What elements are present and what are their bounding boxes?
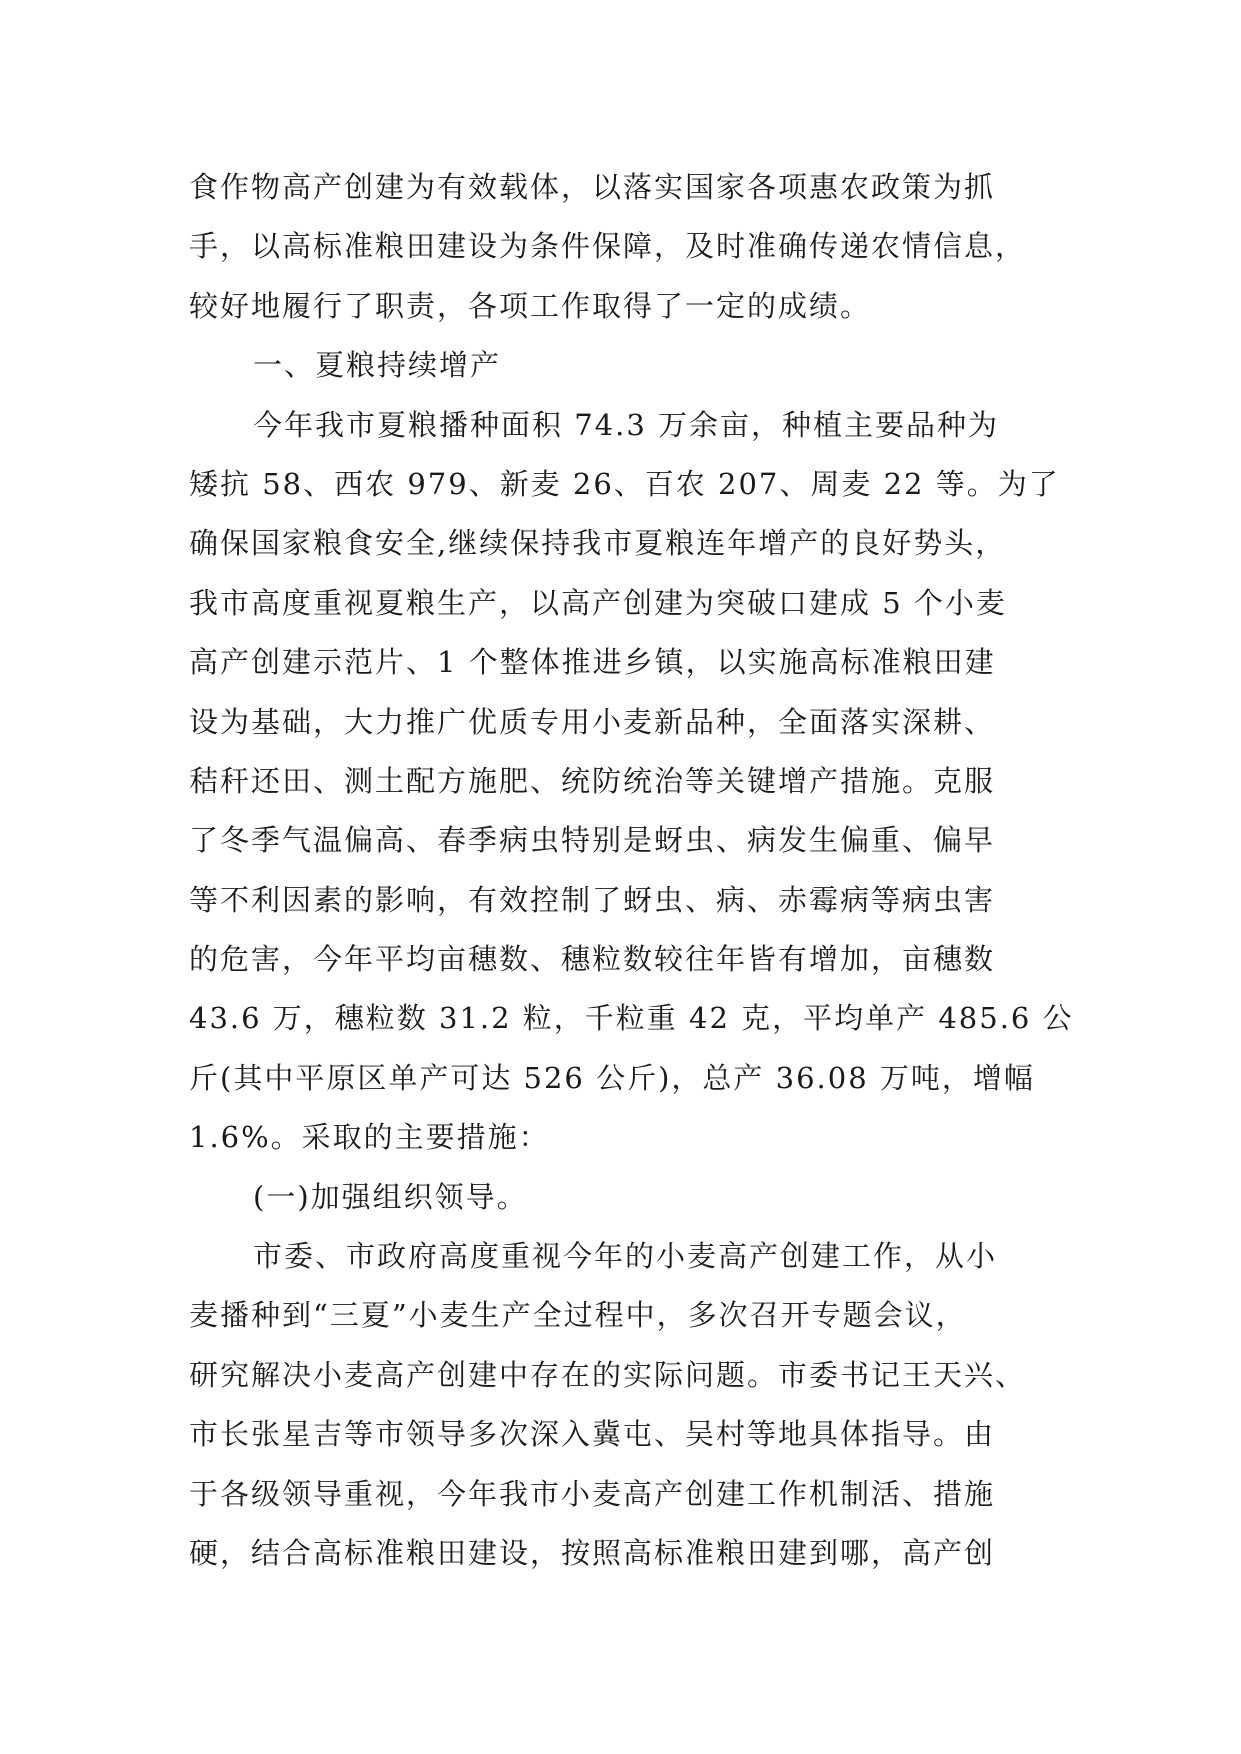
text-line: 于各级领导重视，今年我市小麦高产创建工作机制活、措施 xyxy=(189,1476,996,1511)
text-line: 我市高度重视夏粮生产，以高产创建为突破口建成 5 个小麦 xyxy=(189,585,1007,620)
text-line: 市长张星吉等市领导多次深入冀屯、吴村等地具体指导。由 xyxy=(189,1417,996,1452)
text-line: 手，以高标准粮田建设为条件保障，及时准确传递农情信息， xyxy=(189,229,1027,264)
body-text xyxy=(189,158,1074,1583)
text-line: 的危害，今年平均亩穗数、穗粒数较往年皆有增加，亩穗数 xyxy=(189,942,996,977)
text-line: 等不利因素的影响，有效控制了蚜虫、病、赤霉病等病虫害 xyxy=(189,882,996,917)
text-line: 确保国家粮食安全,继续保持我市夏粮连年增产的良好势头， xyxy=(189,526,1007,561)
text-line: 较好地履行了职责，各项工作取得了一定的成绩。 xyxy=(189,288,872,323)
text-line: 硬，结合高标准粮田建设，按照高标准粮田建到哪，高产创 xyxy=(189,1535,996,1570)
text-line: 高产创建示范片、1 个整体推进乡镇，以实施高标准粮田建 xyxy=(189,645,996,680)
text-line: 1.6%。采取的主要措施： xyxy=(189,1120,550,1155)
paragraph-start: 今年我市夏粮播种面积 74.3 万余亩，种植主要品种为 xyxy=(253,407,1000,442)
text-line: 矮抗 58、西农 979、新麦 26、百农 207、周麦 22 等。为了 xyxy=(189,466,1060,501)
paragraph-start: 市委、市政府高度重视今年的小麦高产创建工作，从小 xyxy=(253,1239,998,1274)
text-line: 秸秆还田、测土配方施肥、统防统治等关键增产措施。克服 xyxy=(189,763,996,798)
text-line: 研究解决小麦高产创建中存在的实际问题。市委书记王天兴、 xyxy=(189,1357,1027,1392)
text-line: 了冬季气温偏高、春季病虫特别是蚜虫、病发生偏重、偏早 xyxy=(189,823,996,858)
subsection-heading: (一)加强组织领导。 xyxy=(253,1179,528,1214)
section-heading: 一、夏粮持续增产 xyxy=(253,348,502,383)
text-line: 斤(其中平原区单产可达 526 公斤)，总产 36.08 万吨，增幅 xyxy=(189,1060,1035,1095)
text-line: 43.6 万，穗粒数 31.2 粒，千粒重 42 克，平均单产 485.6 公 xyxy=(189,1001,1074,1036)
text-line: 设为基础，大力推广优质专用小麦新品种，全面落实深耕、 xyxy=(189,704,996,739)
text-line: 麦播种到“三夏”小麦生产全过程中，多次召开专题会议， xyxy=(189,1298,967,1333)
text-line: 食作物高产创建为有效载体，以落实国家各项惠农政策为抓 xyxy=(189,170,996,204)
